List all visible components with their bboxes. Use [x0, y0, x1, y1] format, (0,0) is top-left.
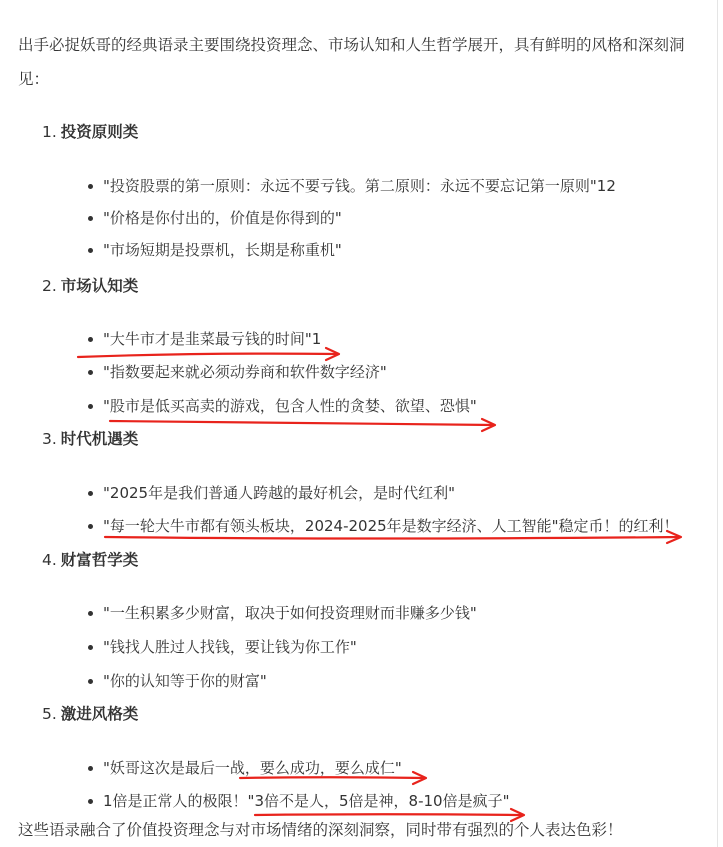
list-item: "2025年是我们普通人跨越的最好机会，是时代红利" — [103, 484, 455, 502]
bullet-icon — [88, 611, 93, 616]
section-heading: 投资原则类 — [60, 123, 139, 141]
list-item: 1倍是正常人的极限！"3倍不是人，5倍是神，8-10倍是疯子" — [103, 792, 510, 810]
list-item: "大牛市才是韭菜最亏钱的时间"1 — [103, 330, 322, 348]
bullet-icon — [88, 216, 93, 221]
list-item: "一生积累多少财富，取决于如何投资理财而非赚多少钱" — [103, 604, 477, 622]
list-item: "你的认知等于你的财富" — [103, 672, 267, 690]
section-heading: 财富哲学类 — [60, 551, 139, 569]
list-item: "每一轮大牛市都有领头板块，2024-2025年是数字经济、人工智能"稳定币！的红利！ — [103, 517, 679, 535]
bullet-icon — [88, 766, 93, 771]
bullet-icon — [88, 679, 93, 684]
list-item: "价格是你付出的，价值是你得到的" — [103, 209, 342, 227]
bullet-icon — [88, 491, 93, 496]
bullet-icon — [88, 799, 93, 804]
outro-paragraph: 这些语录融合了价值投资理念与对市场情绪的深刻洞察，同时带有强烈的个人表达色彩！ — [18, 821, 623, 839]
intro-paragraph: 出手必捉妖哥的经典语录主要围绕投资理念、市场认知和人生哲学展开，具有鲜明的风格和深刻洞见： — [18, 36, 685, 88]
list-item: "钱找人胜过人找钱，要让钱为你工作" — [103, 638, 357, 656]
list-item: "指数要起来就必须动券商和软件数字经济" — [103, 363, 387, 381]
list-item: "市场短期是投票机，长期是称重机" — [103, 241, 342, 259]
bullet-icon — [88, 184, 93, 189]
bullet-icon — [88, 370, 93, 375]
section-number: 4. — [42, 551, 57, 569]
bullet-icon — [88, 404, 93, 409]
section-number: 2. — [42, 277, 57, 295]
list-item: "妖哥这次是最后一战，要么成功，要么成仁" — [103, 759, 402, 777]
section-heading: 时代机遇类 — [60, 430, 139, 448]
underline-arrow-2 — [110, 419, 495, 431]
section-5-title — [42, 702, 138, 724]
bullet-icon — [88, 337, 93, 342]
bullet-icon — [88, 248, 93, 253]
section-heading: 市场认知类 — [60, 277, 139, 295]
section-2-title — [42, 274, 138, 296]
bullet-icon — [88, 524, 93, 529]
section-number: 3. — [42, 430, 57, 448]
list-item: "股市是低买高卖的游戏，包含人性的贪婪、欲望、恐惧" — [103, 397, 477, 415]
section-4-title — [42, 548, 138, 570]
section-number: 1. — [42, 123, 57, 141]
section-3-title — [42, 427, 138, 449]
list-item: "投资股票的第一原则：永远不要亏钱。第二原则：永远不要忘记第一原则"12 — [103, 177, 616, 195]
bullet-icon — [88, 645, 93, 650]
section-number: 5. — [42, 705, 57, 723]
section-heading: 激进风格类 — [60, 705, 139, 723]
section-1-title — [42, 120, 138, 142]
